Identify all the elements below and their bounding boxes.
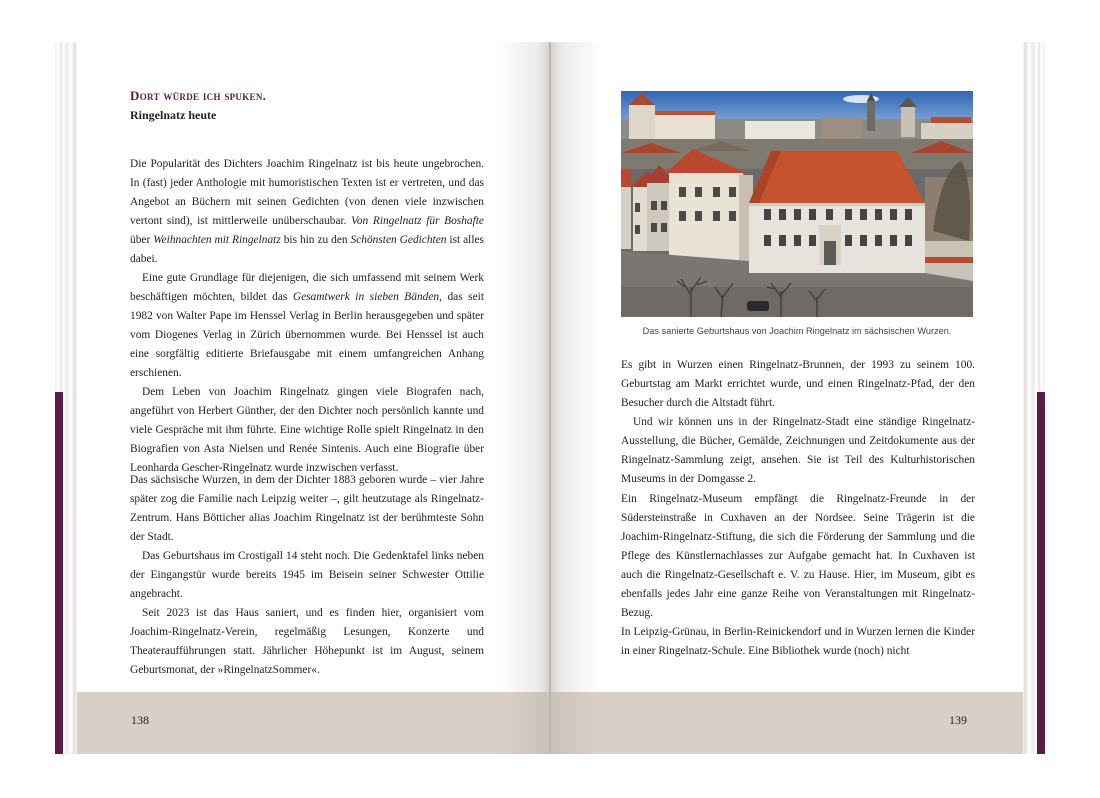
paragraph — [130, 471, 484, 547]
italic-title: Weihnachten mit Ringelnatz — [153, 234, 281, 246]
text-run: In Leipzig-Grünau, in Berlin-Reinickendorf und in Wurzen lernen die Kinder in einer Ringelnatz-Schule. Eine Bibliothek wurde (noch) nicht — [621, 626, 975, 657]
text-run: Das sächsische Wurzen, in dem der Dichter 1883 geboren wurde – vier Jahre später zog die Familie nach Leipzig weiter –, gilt heutzutage als Ringelnatz-Zentrum. Hans Bötticher alias Joachim Ringelnatz ist der berühmteste Sohn der Stadt. — [130, 474, 484, 543]
right-footer-band — [551, 692, 1023, 754]
paragraph — [621, 356, 975, 413]
open-book — [55, 42, 1045, 754]
left-footer-band — [77, 692, 549, 754]
right-edge-band — [1037, 392, 1045, 754]
page-number-right: 139 — [949, 713, 967, 727]
text-run: Und wir können uns in der Ringelnatz-Stadt eine ständige Ringelnatz-Ausstellung, die Bücher, Gemälde, Zeichnungen und Zeitdokumente aus der Ringelnatz-Sammlung zeigt, ansehen. Sie ist Teil des Kulturhistorischen Museums in der Domgasse 2. — [621, 416, 975, 485]
text-run: Das Geburtshaus im Crostigall 14 steht noch. Die Gedenktafel links neben der Eingangstür wurde bereits 1945 im Beisein seiner Schwester Ottilie angebracht. — [130, 550, 484, 600]
paragraph — [621, 623, 975, 661]
text-run: Ein Ringelnatz-Museum empfängt die Ringelnatz-Freunde in der Südersteinstraße in Cuxhaven an der Nordsee. Seine Trägerin ist die Joachim-Ringelnatz-Stiftung, die sich die Förderung der Sammlung und die Pflege des Künstlernachlasses zur Aufgabe gemacht hat. In Cuxhaven ist auch die Ringelnatz-Gesellschaft e. V. zu Hause. Hier, im Museum, gibt es ebenfalls jedes Jahr eine ganze Reihe von Veranstaltungen mit Ringelnatz-Bezug. — [621, 493, 975, 619]
left-text-section-2 — [130, 471, 484, 680]
paragraph — [130, 383, 484, 478]
chapter-title: Dort würde ich spuken. — [130, 88, 267, 103]
italic-title: Schönsten Gedichten — [350, 234, 447, 246]
left-edge-band — [55, 392, 63, 754]
text-run: Eine gute Grundlage für diejenigen, die sich umfassend mit seinem Werk beschäftigen möchten, bildet das — [130, 272, 484, 303]
town-photo — [621, 91, 973, 317]
text-run: , das seit 1982 von Walter Pape im Henssel Verlag in Berlin herausgegeben und später vom Diogenes Verlag in Zürich übernommen wurde. Bei Henssel ist auch eine sorgfältig editierte Briefausgabe mit einem umfangreichen Anhang erschienen. — [130, 291, 484, 379]
text-run: bis hin zu den — [280, 234, 351, 246]
left-page — [77, 42, 549, 754]
text-run: Dem Leben von Joachim Ringelnatz gingen viele Biografen nach, angeführt von Herbert Günther, der den Dichter noch persönlich kannte und viele Gespräche mit ihm führte. Eine wichtige Rolle spielt Ringelnatz in den Biografien von Asta Nielsen und Renée Sintenis. Auch eine Biografie über Leonharda Gescher-Ringelnatz wurde inzwischen verfasst. — [130, 386, 484, 474]
right-page — [551, 42, 1023, 754]
text-run: Seit 2023 ist das Haus saniert, und es finden hier, organisiert vom Joachim-Ringelnatz-Verein, regelmäßig Lesungen, Konzerte und Theateraufführungen statt. Jährlicher Höhepunkt ist im August, seinem Geburtsmonat, der »RingelnatzSommer«. — [130, 607, 484, 676]
paragraph — [130, 155, 484, 269]
section-subtitle: Ringelnatz heute — [130, 108, 217, 122]
paragraph — [130, 269, 484, 383]
birth-house-photo-icon — [621, 91, 973, 317]
paragraph — [621, 413, 975, 489]
text-run: Es gibt in Wurzen einen Ringelnatz-Brunnen, der 1993 zu seinem 100. Geburtstag am Markt errichtet wurde, und einen Ringelnatz-Pfad, der den Besucher durch die Altstadt führt. — [621, 359, 975, 409]
text-run: Die Popularität des Dichters Joachim Ringelnatz ist bis heute ungebrochen. In (fast) jeder Anthologie mit humoristischen Texten ist er vertreten, und das Angebot an Büchern mit seinen Gedichten (von denen viele inzwischen vertont sind), ist mittlerweile unüberschaubar. — [130, 158, 484, 227]
right-text-section-2 — [621, 490, 975, 623]
text-run: ist alles dabei. — [130, 234, 484, 265]
paragraph — [130, 547, 484, 604]
paragraph — [130, 604, 484, 680]
paragraph — [621, 490, 975, 623]
right-text-section-1 — [621, 356, 975, 489]
left-text-section-1 — [130, 155, 484, 478]
italic-title: Gesamtwerk in sieben Bänden — [292, 291, 440, 303]
right-text-section-3 — [621, 623, 975, 661]
text-run: über — [130, 234, 154, 246]
italic-title: Von Ringelnatz für Boshafte — [351, 215, 484, 227]
page-number-left: 138 — [131, 713, 149, 727]
photo-caption: Das sanierte Geburtshaus von Joachim Ringelnatz im sächsischen Wurzen. — [642, 326, 952, 336]
